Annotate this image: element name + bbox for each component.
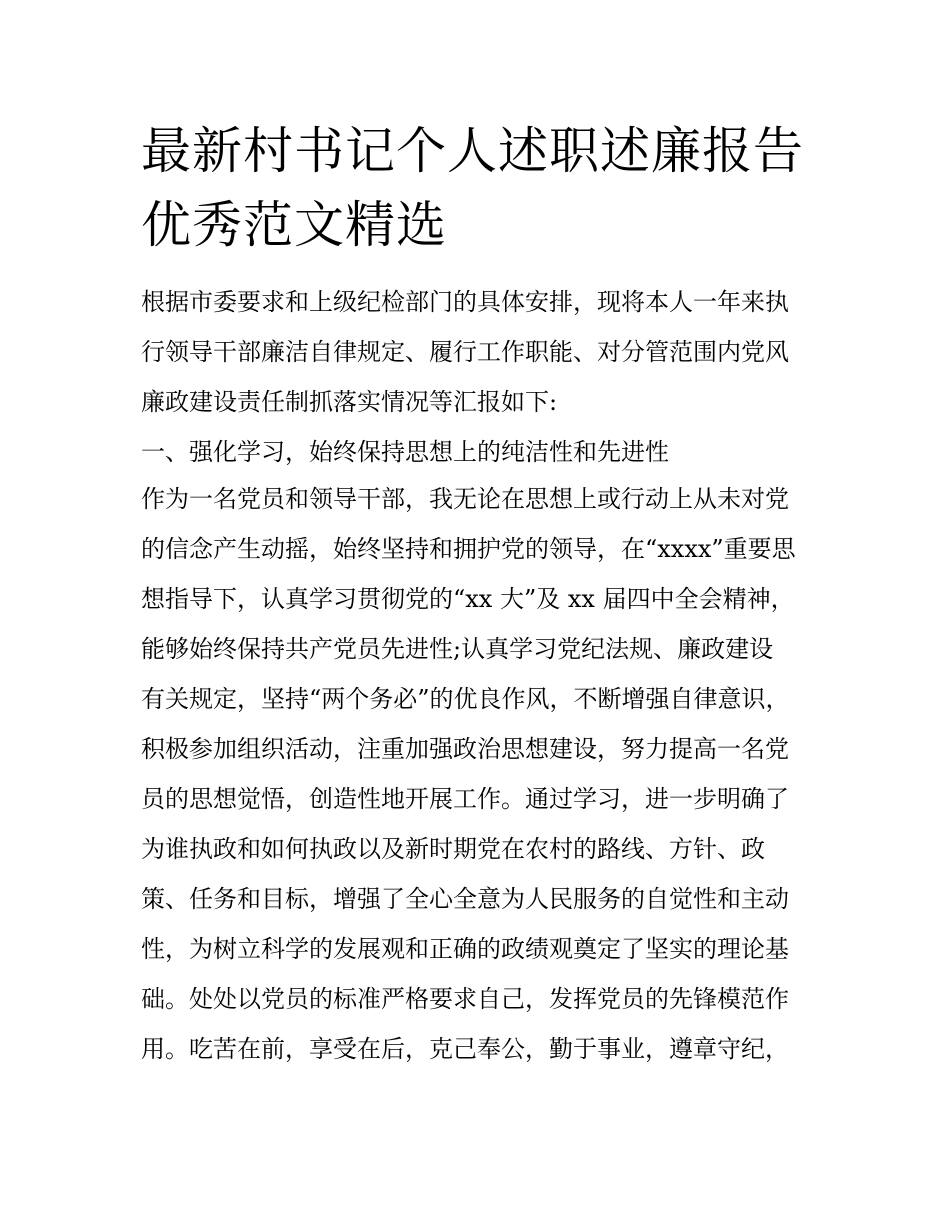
paragraph-line: 础。处处以党员的标准严格要求自己，发挥党员的先锋模范作: [141, 985, 789, 1013]
paragraph-line: 根据市委要求和上级纪检部门的具体安排，现将本人一年来执: [141, 288, 789, 316]
paragraph-line: 策、任务和目标，增强了全心全意为人民服务的自觉性和主动: [141, 885, 789, 913]
paragraph-line: 员的思想觉悟，创造性地开展工作。通过学习，进一步明确了: [141, 785, 789, 813]
section-paragraph: [141, 474, 821, 1074]
paragraph-line: 为谁执政和如何执政以及新时期党在农村的路线、方针、政: [141, 835, 765, 863]
paragraph-line: 性，为树立科学的发展观和正确的政绩观奠定了坚实的理论基: [141, 935, 789, 963]
paragraph-line: 用。吃苦在前，享受在后，克己奉公，勤于事业，遵章守纪，: [141, 1035, 789, 1063]
paragraph-line: 能够始终保持共产党员先进性;认真学习党纪法规、廉政建设: [141, 635, 774, 663]
paragraph-line: 作为一名党员和领导干部，我无论在思想上或行动上从未对党: [141, 485, 789, 513]
document-body: [141, 277, 821, 1074]
title-line: 最新村书记个人述职述廉报告: [141, 122, 804, 180]
paragraph-line: 行领导干部廉洁自律规定、履行工作职能、对分管范围内党风: [141, 338, 789, 366]
paragraph-line: 廉政建设责任制抓落实情况等汇报如下:: [141, 388, 558, 416]
paragraph-line: 的信念产生动摇，始终坚持和拥护党的领导，在“xxxx”重要思: [141, 535, 796, 563]
intro-paragraph: [141, 277, 821, 427]
document-title: [141, 114, 841, 262]
title-line: 优秀范文精选: [141, 196, 447, 254]
paragraph-line: 积极参加组织活动，注重加强政治思想建设，努力提高一名党: [141, 735, 789, 763]
section-heading: 一、强化学习，始终保持思想上的纯洁性和先进性: [141, 438, 669, 466]
paragraph-line: 有关规定，坚持“两个务必”的优良作风，不断增强自律意识，: [141, 685, 790, 713]
paragraph-line: 想指导下，认真学习贯彻党的“xx 大”及 xx 届四中全会精神，: [141, 585, 795, 613]
